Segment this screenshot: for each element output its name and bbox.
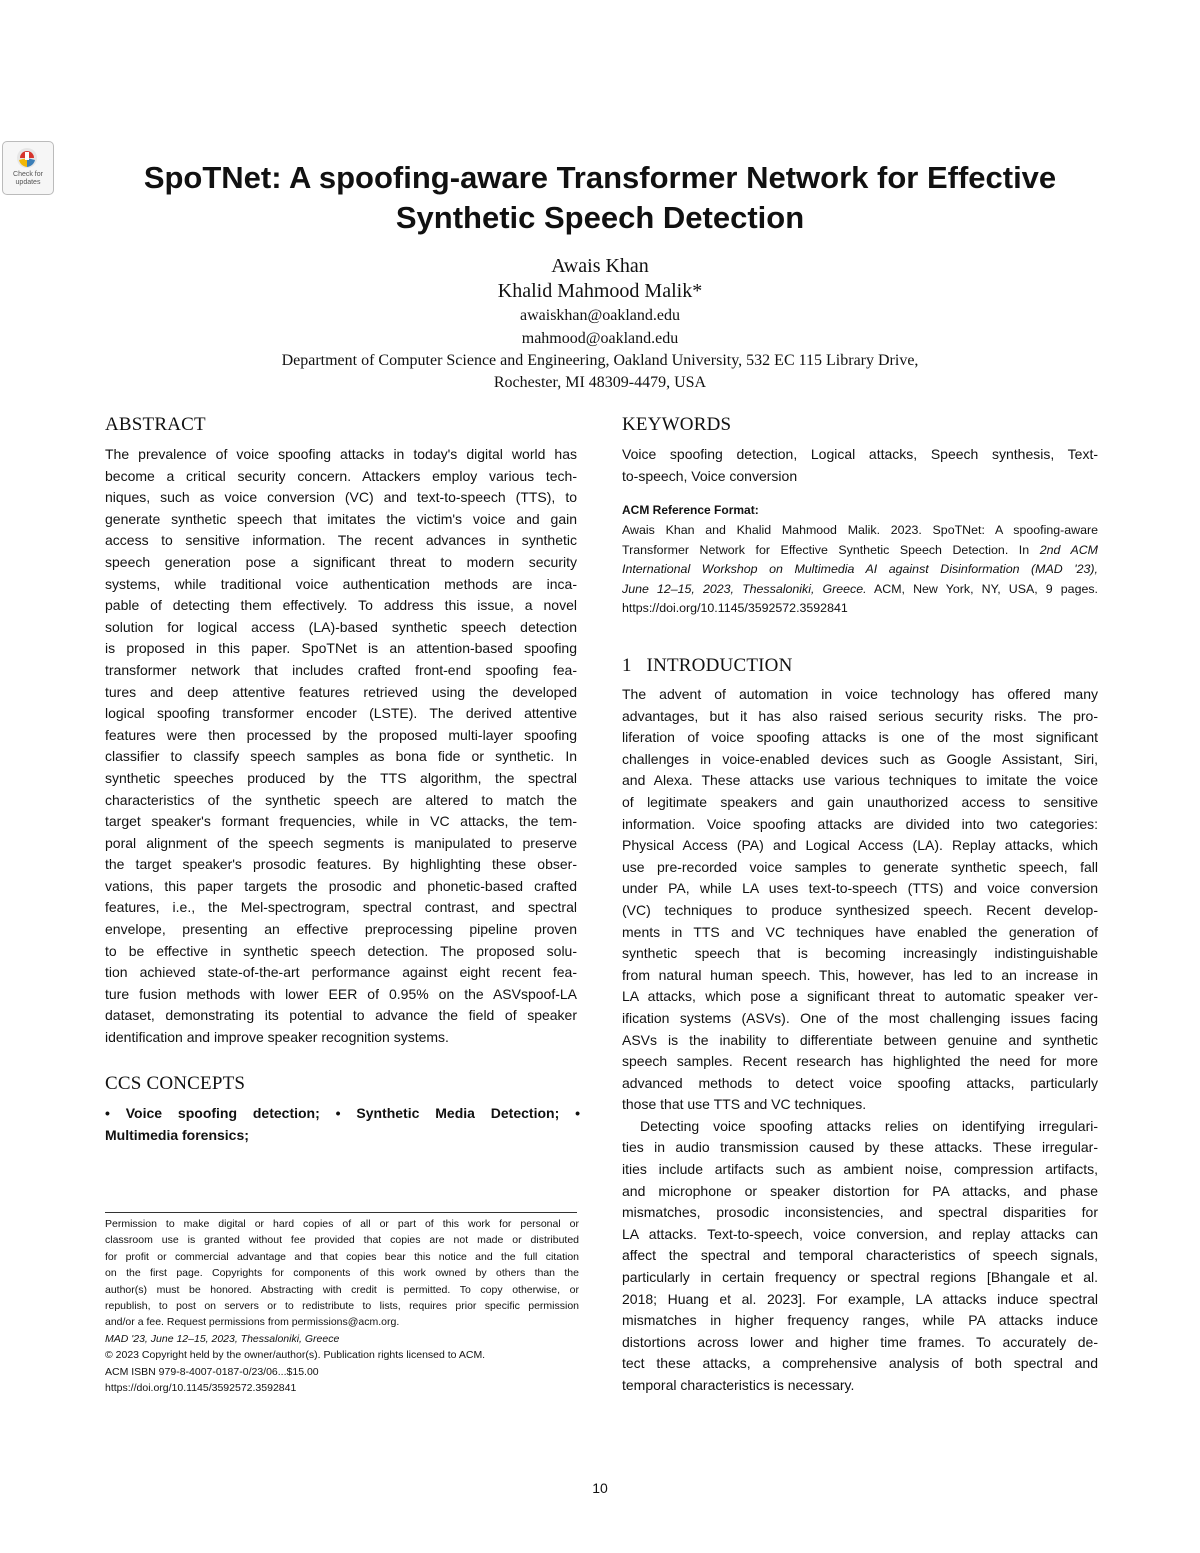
permission-line: and/or a fee. Request permissions from permissions@acm.org. (105, 1316, 400, 1329)
intro-line: information. Voice spoofing attacks are divided into two categories: (622, 815, 1098, 832)
abstract-line: transformer network that includes crafted front-end spoofing fea- (105, 661, 577, 678)
intro-line: advantages, but it has also raised serious security risks. The pro- (622, 707, 1098, 724)
abstract-line: envelope, presenting an effective preprocessing pipeline proven (105, 921, 577, 938)
abstract-line: target speaker's formant frequencies, while in VC attacks, the tem- (105, 813, 577, 830)
abstract-line: characteristics of the synthetic speech are altered to match the (105, 791, 577, 808)
abstract-line: features were then processed by the proposed multi-layer spoofing (105, 726, 577, 743)
abstract-line: tion achieved state-of-the-art performance against eight recent fea- (105, 964, 577, 981)
abstract-line: the target speaker's prosodic features. By highlighting these obser- (105, 856, 577, 873)
reference-format-body (622, 521, 1098, 619)
abstract-line: become a critical security concern. Attackers employ various tech- (105, 467, 577, 484)
check-for-updates-badge[interactable] (2, 141, 54, 195)
ccs-heading: CCS CONCEPTS (105, 1073, 246, 1094)
abstract-line: pable of detecting them effectively. To address this issue, a novel (105, 597, 577, 614)
abstract-line: generate synthetic speech that imitates the victim's voice and gain (105, 510, 577, 527)
keywords-heading: KEYWORDS (622, 414, 732, 435)
intro-line: The advent of automation in voice technology has offered many (622, 686, 1098, 702)
intro-line: from natural human speech. This, however, has led to an increase in (622, 966, 1098, 983)
permission-line: classroom use is granted without fee provided that copies are not made or distributed (105, 1234, 579, 1247)
ccs-concepts (105, 1103, 580, 1146)
intro-line: advanced methods to detect voice spoofing attacks, particularly (622, 1074, 1098, 1091)
introduction-heading: 1 INTRODUCTION (622, 655, 793, 676)
intro-line: LA attacks, which pose a significant threat to automatic speaker ver- (622, 988, 1098, 1005)
reference-date-place: June 12–15, 2023, Thessaloniki, Greece. (622, 581, 867, 596)
intro-line: mismatches in higher frequency ranges, while PA attacks induce (622, 1312, 1098, 1329)
intro-line: distortions across lower and higher time frames. To accurately de- (622, 1333, 1098, 1350)
reference-format-heading: ACM Reference Format: (622, 503, 759, 517)
author-name-1: Awais Khan (551, 255, 649, 277)
footnote-rule (105, 1212, 577, 1213)
badge-text-line1: Check for (13, 171, 43, 178)
crossmark-icon (16, 147, 38, 169)
ccs-line-1: • Voice spoofing detection; • Synthetic Media Detection; • (105, 1105, 580, 1121)
abstract-line: features, i.e., the Mel-spectrogram, spectral contrast, and spectral (105, 899, 577, 916)
affiliation-line-2: Rochester, MI 48309-4479, USA (493, 374, 707, 391)
author-email-2: mahmood@oakland.edu (521, 330, 679, 347)
keywords-line-2: to-speech, Voice conversion (622, 467, 798, 484)
intro-line: Detecting voice spoofing attacks relies on identifying irregulari- (640, 1117, 1098, 1134)
keywords-body (622, 444, 1098, 487)
page-number: 10 (592, 1480, 608, 1496)
intro-line: and microphone or speaker distortion for PA attacks, and phase (622, 1182, 1098, 1199)
permission-line: republish, to post on servers or to redistribute to lists, requires prior specific permission (105, 1300, 579, 1313)
intro-line: use pre-recorded voice samples to generate synthetic speech, fall (622, 858, 1098, 875)
intro-line: affect the spectral and temporal characteristics of speech signals, (622, 1247, 1098, 1264)
intro-line: liferation of voice spoofing attacks is one of the most significant (622, 729, 1098, 746)
intro-line: ments in TTS and VC techniques have enabled the generation of (622, 923, 1098, 940)
title-line1: SpoTNet: A spoofing-aware Transformer Network for Effective (143, 160, 1057, 195)
abstract-line: is proposed in this paper. SpoTNet is an attention-based spoofing (105, 640, 577, 657)
abstract-line: access to sensitive information. The recent advances in synthetic (105, 532, 577, 549)
abstract-line: logical spoofing transformer encoder (LSTE). The derived attentive (105, 705, 577, 722)
abstract-line: solution for logical access (LA)-based synthetic speech detection (105, 618, 577, 635)
reference-line-1: Awais Khan and Khalid Mahmood Malik. 2023. SpoTNet: A spoofing-aware (622, 523, 1098, 537)
badge-text-line2: updates (15, 179, 41, 186)
intro-line: those that use TTS and VC techniques. (622, 1096, 867, 1113)
abstract-line: niques, such as voice conversion (VC) and text-to-speech (TTS), to (105, 489, 577, 506)
intro-line: ASVs is the inability to differentiate between genuine and synthetic (622, 1031, 1098, 1048)
permission-notice (105, 1216, 579, 1396)
intro-line: Physical Access (PA) and Logical Access (LA). Replay attacks, which (622, 837, 1098, 854)
permission-line: author(s) must be honored. Abstracting with credit is permitted. To copy otherwise, or (105, 1283, 579, 1296)
intro-line: 2018; Huang et al. 2023]. For example, LA attacks induce spectral (622, 1290, 1098, 1307)
abstract-line: identification and improve speaker recognition systems. (105, 1029, 449, 1046)
intro-line: ties in audio transmission caused by these attacks. These irregular- (622, 1139, 1098, 1156)
abstract-heading: ABSTRACT (105, 414, 206, 435)
title-line2: Synthetic Speech Detection (395, 200, 805, 235)
keywords-line-1: Voice spoofing detection, Logical attacks, Speech synthesis, Text- (622, 446, 1098, 462)
paper-title (60, 158, 1140, 238)
intro-line: speech samples. Recent research has highlighted the need for more (622, 1053, 1098, 1070)
intro-line: ities include artifacts such as ambient noise, compression artifacts, (622, 1161, 1098, 1178)
author-name-2: Khalid Mahmood Malik* (497, 280, 703, 302)
affiliation-line-1: Department of Computer Science and Engineering, Oakland University, 532 EC 115 Library Drive, (281, 352, 919, 369)
doi-link[interactable]: https://doi.org/10.1145/3592572.3592841 (105, 1382, 297, 1395)
introduction-body (622, 684, 1098, 1397)
abstract-line: to be effective in synthetic speech detection. The proposed solu- (105, 942, 577, 959)
abstract-line: classifier to classify speech samples as bona fide or synthetic. In (105, 748, 577, 765)
permission-line: on the first page. Copyrights for components of this work owned by others than the (105, 1267, 579, 1280)
abstract-line: ture fusion methods with lower EER of 0.95% on the ASVspoof-LA (105, 985, 577, 1002)
permission-line: Permission to make digital or hard copies of all or part of this work for personal or (105, 1218, 579, 1230)
ccs-line-2: Multimedia forensics; (105, 1126, 249, 1143)
permission-line: for profit or commercial advantage and that copies bear this notice and the full citation (105, 1250, 579, 1263)
abstract-line: The prevalence of voice spoofing attacks in today's digital world has (105, 446, 577, 462)
intro-line: under PA, while LA uses text-to-speech (TTS) and voice conversion (622, 880, 1098, 897)
copyright-line: © 2023 Copyright held by the owner/author(s). Publication rights licensed to ACM. (105, 1349, 486, 1362)
abstract-line: poral alignment of the speech segments is manipulated to preserve (105, 834, 577, 851)
intro-line: ification systems (ASVs). One of the most challenging issues facing (622, 1009, 1098, 1026)
intro-line: challenges in voice-enabled devices such as Google Assistant, Siri, (622, 750, 1098, 767)
intro-line: mismatches, prosodic inconsistencies, and spectral disparities for (622, 1204, 1098, 1221)
isbn-line: ACM ISBN 979-8-4007-0187-0/23/06...$15.00 (105, 1365, 319, 1378)
reference-line-4 (622, 580, 1098, 600)
reference-line-2 (622, 541, 1098, 561)
intro-line: temporal characteristics is necessary. (622, 1377, 855, 1393)
badge-text (3, 171, 53, 187)
intro-line: LA attacks. Text-to-speech, voice conversion, and replay attacks can (622, 1225, 1098, 1242)
author-block (100, 254, 1100, 394)
abstract-line: dataset, demonstrating its potential to advance the field of speaker (105, 1007, 577, 1024)
reference-publisher: ACM, New York, NY, USA, 9 pages. (866, 581, 1098, 596)
intro-line: tect these attacks, a comprehensive analysis of both spectral and (622, 1355, 1098, 1372)
reference-line-2-text: Transformer Network for Effective Synthetic Speech Detection. In (622, 542, 1040, 557)
reference-line-3: International Workshop on Multimedia AI against Disinformation (MAD '23), (622, 562, 1098, 577)
abstract-line: systems, while traditional voice authentication methods are inca- (105, 575, 577, 592)
intro-line: and Alexa. These attacks use various techniques to imitate the voice (622, 772, 1098, 789)
abstract-line: vations, this paper targets the prosodic and phonetic-based crafted (105, 877, 577, 894)
venue-line: MAD '23, June 12–15, 2023, Thessaloniki, Greece (105, 1332, 340, 1345)
abstract-line: tures and deep attentive features retrieved using the developed (105, 683, 577, 700)
abstract-line: synthetic speeches produced by the TTS algorithm, the spectral (105, 769, 577, 786)
reference-venue-part: 2nd ACM (1039, 542, 1098, 557)
author-email-1: awaiskhan@oakland.edu (519, 307, 680, 324)
intro-line: particularly in certain frequency or spectral regions [Bhangale et al. (622, 1269, 1098, 1286)
reference-doi-link[interactable]: https://doi.org/10.1145/3592572.3592841 (622, 601, 848, 616)
intro-line: of legitimate speakers and gain unauthorized access to sensitive (622, 793, 1098, 810)
abstract-line: speech generation pose a significant threat to modern security (105, 553, 577, 570)
intro-line: synthetic speech that is becoming increasingly indistinguishable (622, 945, 1098, 962)
intro-line: (VC) techniques to produce synthesized speech. Recent develop- (622, 901, 1098, 918)
abstract-body (105, 444, 577, 1049)
